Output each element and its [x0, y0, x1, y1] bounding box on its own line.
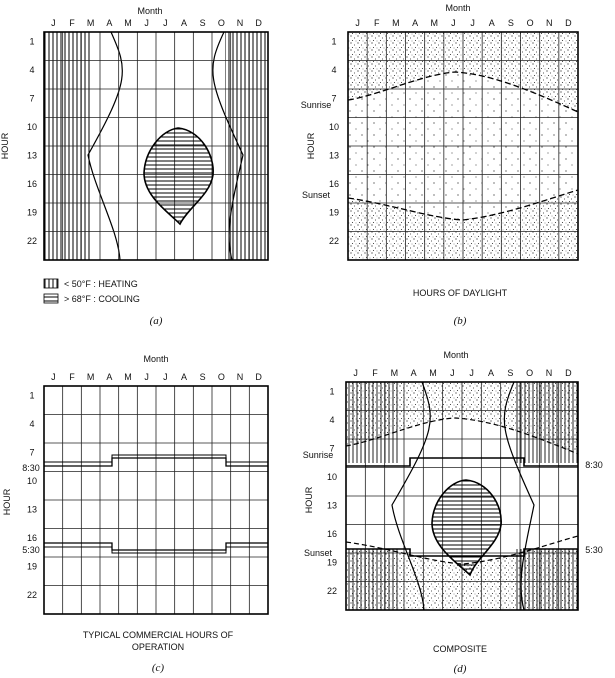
hour-tick-label: 4	[331, 65, 337, 75]
month-tick-label: O	[526, 368, 534, 378]
close-time-label-c: 5:30	[22, 545, 40, 555]
month-axis-title-c: Month	[143, 354, 169, 364]
month-tick-label: M	[390, 368, 399, 378]
month-ticks-d	[353, 368, 572, 378]
close-time-label-d: 5:30	[585, 545, 603, 555]
month-ticks-a	[51, 18, 262, 28]
hour-tick-label: 16	[26, 533, 38, 543]
hour-tick-label: 1	[29, 390, 35, 401]
month-tick-label: O	[217, 372, 225, 382]
hour-axis-title-c: HOUR	[2, 488, 12, 516]
caption-a: (a)	[149, 315, 163, 327]
sunrise-label-d: Sunrise	[302, 450, 334, 460]
month-tick-label: J	[469, 368, 474, 378]
legend	[44, 279, 140, 304]
month-tick-label: M	[430, 18, 438, 28]
month-tick-label: A	[180, 372, 188, 382]
month-tick-label: A	[488, 18, 495, 28]
month-tick-label: A	[412, 18, 419, 28]
panel-c-title-1: TYPICAL COMMERCIAL HOURS OF	[82, 630, 234, 640]
month-ticks-c	[51, 372, 262, 382]
month-tick-label: J	[355, 18, 360, 28]
month-tick-label: J	[51, 372, 56, 382]
hour-tick-label: 16	[26, 179, 38, 189]
panel-b-title: HOURS OF DAYLIGHT	[412, 288, 508, 298]
cooling-swatch	[44, 294, 58, 303]
grid-c	[44, 386, 268, 614]
month-axis-title-d: Month	[443, 350, 469, 360]
month-tick-label: O	[217, 18, 225, 28]
month-tick-label: D	[565, 18, 572, 28]
month-tick-label: M	[86, 18, 95, 28]
hour-tick-label: 10	[328, 122, 340, 132]
month-axis-title: Month	[137, 6, 163, 16]
month-tick-label: D	[565, 368, 572, 378]
month-tick-label: S	[507, 18, 514, 28]
month-tick-label: M	[124, 372, 132, 382]
hour-tick-label: 1	[331, 36, 337, 47]
hour-ticks-b	[329, 37, 339, 247]
month-tick-label: F	[374, 18, 380, 28]
hour-tick-label: 7	[331, 93, 337, 104]
hour-axis-title-b: HOUR	[306, 132, 316, 160]
heating-swatch	[44, 279, 58, 288]
hour-tick-label: 19	[328, 207, 340, 218]
month-tick-label: J	[144, 372, 149, 382]
month-tick-label: S	[199, 372, 206, 382]
panel-b	[301, 3, 578, 327]
hour-ticks-c	[27, 391, 37, 601]
month-tick-label: J	[163, 372, 168, 382]
caption-c: (c)	[151, 662, 165, 674]
month-tick-label: A	[180, 18, 188, 28]
hour-tick-label: 22	[26, 590, 38, 600]
month-tick-label: A	[106, 18, 113, 28]
month-tick-label: A	[487, 368, 495, 378]
hour-tick-label: 1	[329, 386, 335, 397]
cooling-region	[144, 128, 213, 224]
hour-tick-label: 10	[326, 472, 338, 482]
caption-b: (b)	[453, 315, 467, 327]
hour-tick-label: 4	[29, 419, 35, 429]
panel-c	[2, 354, 268, 674]
hour-tick-label: 16	[328, 179, 340, 189]
sunset-label-b: Sunset	[301, 190, 331, 200]
hour-ticks-a	[27, 37, 37, 247]
hour-tick-label: 4	[29, 65, 35, 75]
legend-heating: < 50°F : HEATING	[64, 279, 138, 289]
month-tick-label: A	[106, 372, 113, 382]
hour-tick-label: 4	[329, 415, 335, 425]
month-tick-label: N	[236, 372, 244, 382]
panel-d-title: COMPOSITE	[432, 644, 488, 654]
legend-cooling: > 68°F : COOLING	[64, 294, 140, 304]
sunset-label-d: Sunset	[303, 548, 333, 558]
month-tick-label: M	[124, 18, 132, 28]
hour-tick-label: 13	[26, 150, 38, 161]
hour-tick-label: 19	[26, 561, 38, 572]
hour-tick-label: 13	[326, 500, 338, 511]
month-tick-label: J	[470, 18, 475, 28]
month-tick-label: M	[429, 368, 437, 378]
month-tick-label: S	[199, 18, 206, 28]
hour-tick-label: 10	[26, 476, 38, 486]
hour-tick-label: 7	[29, 93, 35, 104]
caption-d: (d)	[453, 663, 467, 675]
panel-c-title-2: OPERATION	[131, 642, 185, 652]
month-axis-title-b: Month	[445, 3, 471, 13]
month-tick-label: M	[392, 18, 400, 28]
hour-tick-label: 22	[26, 236, 38, 246]
hour-tick-label: 22	[328, 236, 340, 246]
month-tick-label: M	[86, 372, 95, 382]
month-tick-label: J	[353, 368, 358, 378]
hour-tick-label: 13	[328, 150, 340, 161]
month-tick-label: J	[51, 18, 56, 28]
month-tick-label: D	[255, 372, 262, 382]
month-tick-label: F	[69, 372, 75, 382]
month-tick-label: J	[451, 18, 456, 28]
hour-tick-label: 22	[326, 586, 338, 596]
month-tick-label: J	[144, 18, 149, 28]
hour-ticks-d	[327, 387, 337, 597]
hour-tick-label: 7	[29, 447, 35, 458]
open-time-label-d: 8:30	[585, 460, 603, 470]
panel-d	[303, 350, 603, 675]
panel-a	[0, 6, 268, 327]
hour-tick-label: 7	[329, 443, 335, 454]
open-time-label-c: 8:30	[22, 463, 40, 473]
hour-tick-label: 10	[26, 122, 38, 132]
month-tick-label: J	[163, 18, 168, 28]
hour-axis-title: HOUR	[0, 132, 10, 160]
hour-axis-title-d: HOUR	[304, 486, 314, 514]
hour-tick-label: 13	[26, 504, 38, 515]
hour-tick-label: 19	[326, 557, 338, 568]
month-tick-label: F	[372, 368, 378, 378]
month-tick-label: N	[236, 18, 244, 28]
month-tick-label: F	[69, 18, 75, 28]
month-tick-label: D	[255, 18, 262, 28]
hour-tick-label: 16	[326, 529, 338, 539]
sunrise-label-b: Sunrise	[300, 100, 332, 110]
month-tick-label: N	[546, 18, 553, 28]
month-tick-label: A	[410, 368, 417, 378]
hour-tick-label: 1	[29, 36, 35, 47]
month-tick-label: O	[526, 18, 534, 28]
month-tick-label: J	[450, 368, 455, 378]
month-tick-label: N	[545, 368, 553, 378]
month-ticks-b	[355, 18, 572, 28]
month-tick-label: S	[507, 368, 514, 378]
hour-tick-label: 19	[26, 207, 38, 218]
